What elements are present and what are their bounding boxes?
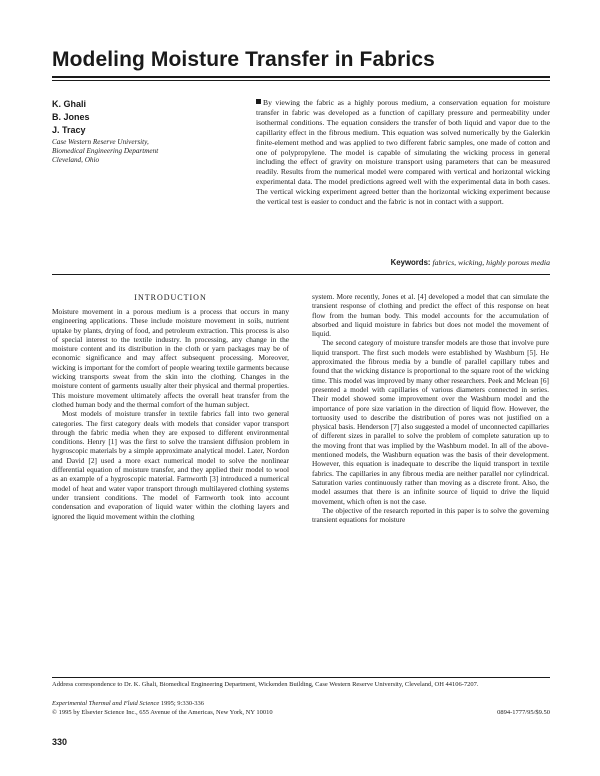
journal-code: 0894-1777/95/$9.50 (497, 708, 550, 716)
journal-name: Experimental Thermal and Fluid Science (52, 700, 160, 707)
keywords (256, 258, 550, 267)
keywords-label: Keywords: (390, 258, 431, 267)
section-heading: INTRODUCTION (134, 293, 207, 302)
publisher: © 1995 by Elsevier Science Inc., 655 Avenue of the Americas, New York, NY 10010 (52, 708, 273, 716)
title-rule-top (52, 76, 550, 78)
left-column (52, 307, 289, 521)
page-number: 330 (52, 737, 68, 747)
author-block (52, 98, 242, 166)
paper-title: Modeling Moisture Transfer in Fabrics (52, 48, 435, 71)
right-column (312, 292, 549, 524)
paragraph: system. More recently, Jones et al. [4] developed a model that can simulate the transient response of clothing and predict the effect of this response on heat flow from the human body. This model accounts for the accumulation of absorbed and liquid moisture in fabrics but does not model the movement of liquid. (312, 292, 549, 339)
affiliation (52, 138, 242, 166)
affiliation-line: Case Western Reserve University, (52, 138, 149, 146)
keywords-rule (52, 274, 550, 275)
author-name: J. Tracy (52, 125, 86, 135)
paragraph: Most models of moisture transfer in textile fabrics fall into two general categories. The first category deals with models that consider vapor transport through the fabric media when they are exposed to different environmental conditions. Henry [1] was the first to solve the transient diffusion problem in hygroscopic materials by a simple approximate analytical model. Later, Nordon and David [2] used a more exact numerical model to solve the nonlinear differential equation of moisture transfer, and they applied their model to wool as an example of a hygroscopic material. Farnworth [3] introduced a numerical model of heat and water vapor transport through multilayered clothing systems under transient conditions. The model of Farnworth took into account condensation and evaporation of liquid water within the clothing layers and ignored the liquid movement within the clothing (52, 409, 289, 521)
keywords-value: fabrics, wicking, highly porous media (432, 258, 550, 267)
journal-info (52, 700, 550, 717)
paragraph: The objective of the research reported in this paper is to solve the governing transient equations for moisture (312, 505, 549, 525)
affiliation-line: Cleveland, Ohio (52, 156, 100, 165)
author-name: K. Ghali (52, 99, 87, 109)
author-name: B. Jones (52, 112, 90, 122)
paragraph: Moisture movement in a porous medium is a process that occurs in many engineering applications. These include moisture movement in soils, nutrient uptake by plants, drying of food, and petroleum extraction. This process is also of special interest to the textile industry. In processing, any change in the moisture content and its distribution in the cloth or yarn packages may be of economic significance and may affect subsequent processing. Moreover, wicking is important for the comfort of people wearing textile garments because wicking transports sweat from the skin into the clothing. Changes in the moisture content of garments usually alter their physical and thermal properties. This moisture movement ultimately affects the overall heat transfer from the clothed human body and the thermal comfort of the human subject. (52, 307, 289, 409)
abstract-bullet-icon (256, 99, 261, 104)
title-rule-bottom (52, 80, 550, 81)
abstract-text: By viewing the fabric as a highly porous medium, a conservation equation for moisture transfer in fabric was developed as a function of capillary pressure and permeability under isothermal conditions. The equation considers the transfer of both liquid and vapor due to the capillarity effect in the fibrous medium. This equation was solved numerically by the Galerkin finite-element method and was applied to two different fabric samples, one made of cotton and one of polypropylene. The model is capable of simulating the wicking process in general including the effect of gravity on moisture transport using parameters that can be measured readily. Results from the numerical model were compared with vertical and horizontal wicking experimental data. The model predictions agreed well with the experimental data in both cases. The vertical wicking experiment agreed better than the horizontal wicking experiment because the vertical test is easier to conduct and the fabric is not in contact with a support. (256, 98, 550, 207)
affiliation-line: Biomedical Engineering Department (52, 147, 159, 156)
abstract (256, 98, 550, 207)
footnote-rule (52, 677, 550, 678)
journal-issue: 1995; 9:330-336 (160, 700, 205, 707)
paragraph: The second category of moisture transfer models are those that involve pure liquid transport. The first such models were established by Washburn [5]. He approximated the fibrous media by a bundle of parallel capillary tubes and found that the wicking distance is proportional to the square root of the wicking time. This model was improved by many other researchers. Peek and Mclean [6] presented a model with capillaries of various diameters connected in series. Their model showed some improvement over the Washburn model and the importance of pore size variation in the direction of liquid flow. However, the tortuosity used to describe the distribution of pores was not justified on a physical basis. Henderson [7] also suggested a model of unconnected capillaries of different sizes in parallel to solve the problem of complete saturation up to the moving front that was implied by the Washburn model. In all of the above-mentioned models, the Washburn equation was the basis of their development. However, this equation is inadequate to describe the liquid transport in textile fabrics. The capillaries in any fibrous media are neither parallel nor cylindrical. Saturation varies continuously rather than moving as a discrete front. Also, the model assumes that there is an infinite source of liquid to drive the liquid movement, which often is not the case. (312, 338, 549, 506)
footnote: Address correspondence to Dr. K. Ghali, Biomedical Engineering Department, Wickenden Building, Case Western Reserve University, Cleveland, OH 44106-7207. (52, 681, 479, 688)
